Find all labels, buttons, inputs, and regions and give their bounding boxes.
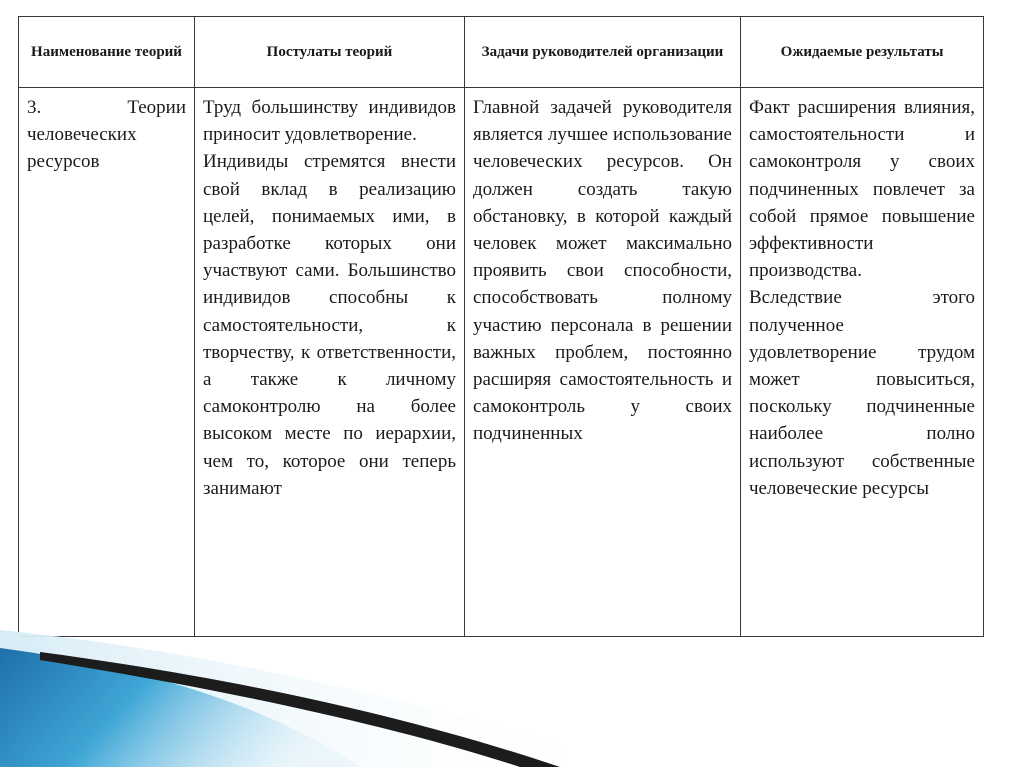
wave-light-band [0, 630, 640, 767]
cell-manager-tasks [465, 88, 741, 637]
header-theory-name: Наименование теорий [19, 17, 195, 88]
cell-theory-name [19, 88, 195, 637]
wave-dark-stroke [40, 652, 560, 767]
expected-result-paragraph: Факт расширения влияния, самостоятельности и самоконтроля у своих подчиненных повлечет за собой прямое повышение эффективности производства. [749, 97, 975, 282]
manager-tasks-text: Главной задачей руководителя является лучшее использование человеческих ресурсов. Он должен создать такую обстановку, в которой каждый человек может максимально проявить свои способности, способствовать полному участию персонала в решении важных проблем, постоянно расширяя самостоятельность и самоконтроль у своих подчиненных [473, 97, 732, 445]
header-postulates: Постулаты теорий [195, 17, 465, 88]
postulate-paragraph: Труд большинству индивидов приносит удовлетворение. [203, 97, 456, 146]
wave-blue-band [0, 648, 360, 767]
header-manager-tasks: Задачи руководителей организации [465, 17, 741, 88]
cell-expected-results [741, 88, 984, 637]
postulate-paragraph: Индивиды стремятся внести свой вклад в реализацию целей, понимаемых ими, в разработке которых они участвуют сами. Большинство индивидов способны к самостоятельности, к творчеству, к ответственности, а также к личному самоконтролю на более высоком месте по иерархии, чем то, которое они теперь занимают [203, 151, 456, 499]
cell-postulates [195, 88, 465, 637]
table-header-row [19, 17, 984, 88]
header-expected-results: Ожидаемые результаты [741, 17, 984, 88]
theory-name-text: 3. Теории человеческих ресурсов [27, 97, 186, 173]
expected-result-paragraph: Вследствие этого полученное удовлетворение трудом может повыситься, поскольку подчиненные наиболее полно используют собственные человеческие ресурсы [749, 287, 975, 499]
table-row [19, 88, 984, 637]
theories-table [18, 16, 984, 637]
